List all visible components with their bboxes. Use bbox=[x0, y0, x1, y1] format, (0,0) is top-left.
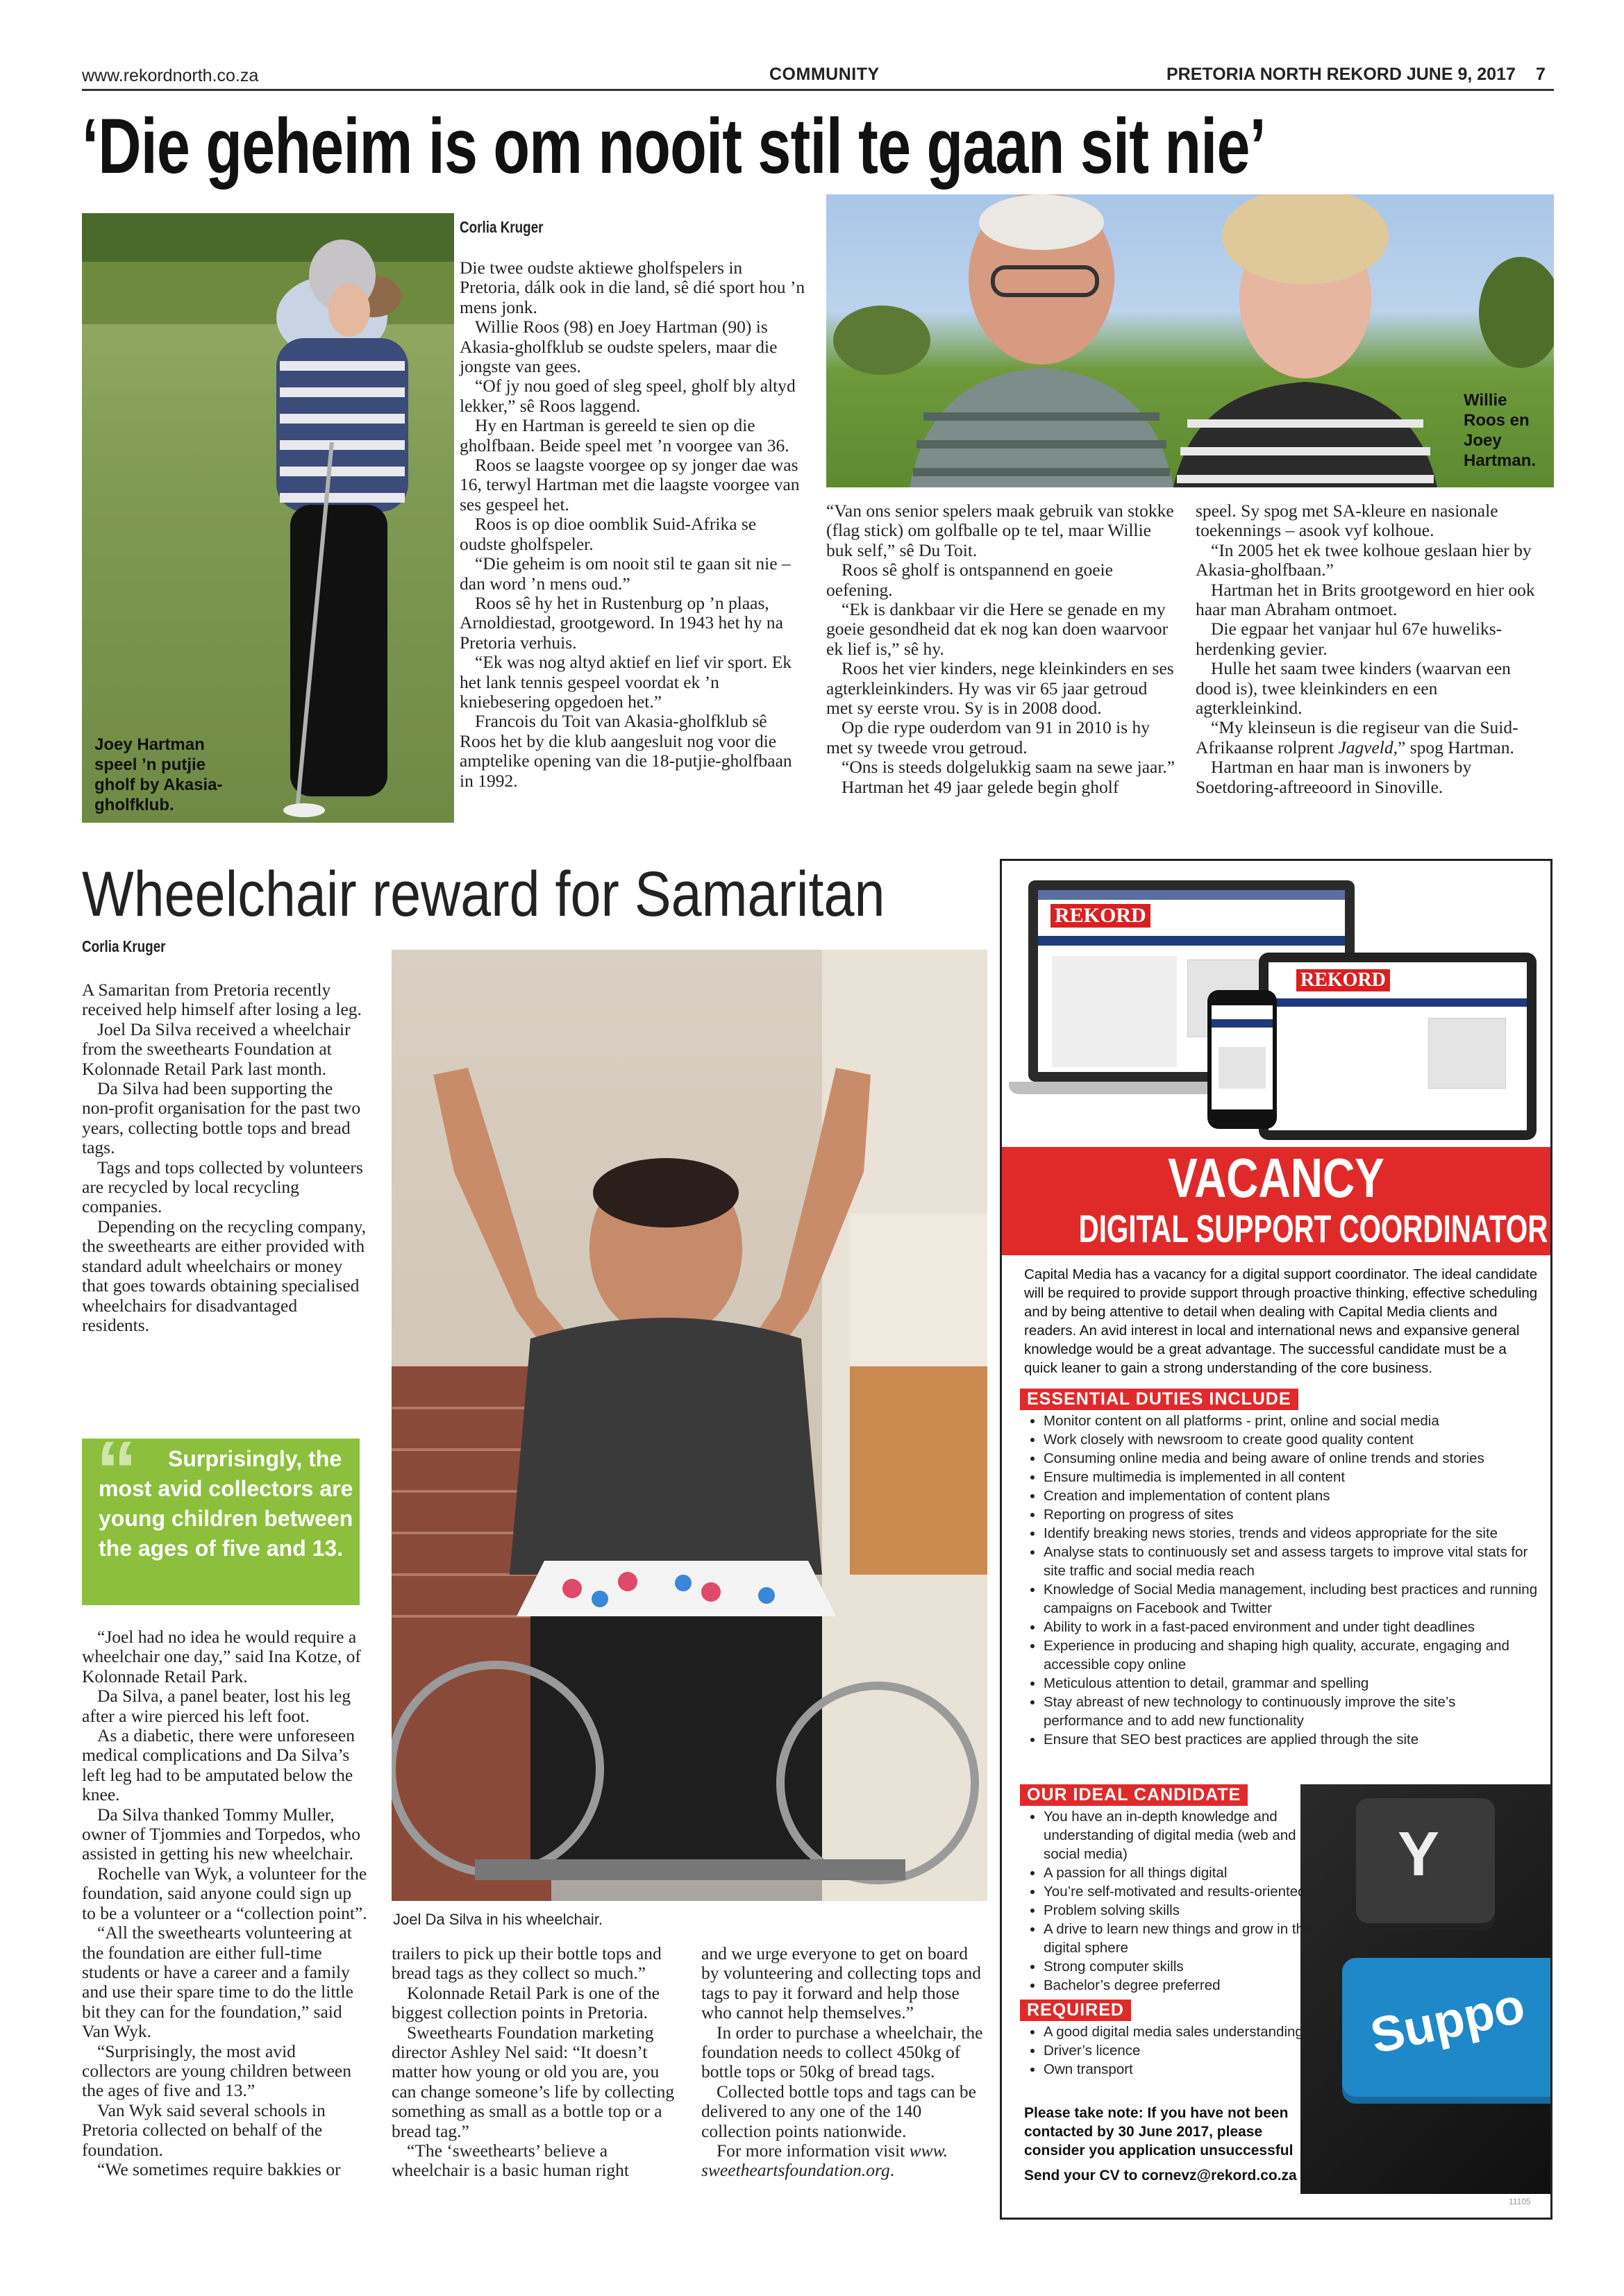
story2-col1-para: As a diabetic, there were unforeseen medical complications and Da Silva’s left leg had to be amputated below the knee. bbox=[82, 1725, 355, 1805]
story1-col3-para bbox=[1196, 718, 1546, 757]
page-number: 7 bbox=[1536, 65, 1546, 84]
phone bbox=[1207, 990, 1277, 1129]
photo-joey-hartman-illustration bbox=[82, 213, 454, 823]
tablet bbox=[1259, 953, 1537, 1140]
story2-col1-para: “All the sweethearts volunteering at the foundation are either full-time students or have a career and a family and use their spare time to do the little bit they can for the foundation,” said Van Wyk. bbox=[82, 1922, 353, 2042]
vacancy-title: VACANCY bbox=[1168, 1147, 1384, 1209]
story2-col1-para: Da Silva had been supporting the non-profit organisation for the past two years, collecting bottle tops and bread tags. bbox=[82, 1078, 361, 1158]
key-support-label: Suppo bbox=[1366, 1977, 1530, 2065]
story1-col1-para: Hy en Hartman is gereeld te sien op die gholfbaan. Beide speel met ’n voorgee van 36. bbox=[460, 415, 789, 455]
duty-item: • Consuming online media and being aware of online trends and stories bbox=[1044, 1449, 1539, 1468]
story1-col3-para: Hartman en haar man is inwoners by Soetdoring-aftreeoord in Sinoville. bbox=[1196, 757, 1472, 797]
story1-col1-para: “Of jy nou goed of sleg speel, gholf bly altyd lekker,” sê Roos laggend. bbox=[460, 376, 796, 416]
duty-item: • Knowledge of Social Media management, including best practices and running campaigns on Facebook and Twitter bbox=[1044, 1580, 1539, 1618]
story1-col2-para: “Ek is dankbaar vir die Here se genade en my goeie gesondheid dat ek nog kan doen waarvoor ek lief is,” sê hy. bbox=[826, 599, 1169, 659]
photo-joey-hartman bbox=[82, 213, 454, 823]
story2-col1-para: Tags and tops collected by volunteers are recycled by local recycling companies. bbox=[82, 1157, 363, 1217]
photo-willie-and-joey-illustration bbox=[826, 194, 1554, 487]
duty-item: • Work closely with newsroom to create good quality content bbox=[1044, 1430, 1539, 1449]
duty-item: • Stay abreast of new technology to continuously improve the site’s performance and to add new functionality bbox=[1044, 1693, 1539, 1730]
story1-col3-quote-start: “My kleinseun is die regiseur van die Suid-Afrikaanse rolprent bbox=[1196, 717, 1518, 757]
story2-col3-para bbox=[701, 2141, 987, 2181]
ideal-list bbox=[1020, 1807, 1319, 1995]
photo-joel-illustration bbox=[392, 950, 987, 1901]
devices-illustration bbox=[1002, 861, 1550, 1146]
photo-joey-caption: Joey Hartman speel ’n putjie gholf by Akasia-gholfklub. bbox=[94, 735, 223, 814]
story2-col1-para: “Surprisingly, the most avid collectors are young children between the ages of five and 13.” bbox=[82, 2041, 352, 2101]
story1-col3-para: speel. Sy spog met SA-kleure en nasionale toekennings – asook vyf kolhoue. bbox=[1196, 501, 1498, 541]
story1-col3-para: Hartman het in Brits grootgeword en hier ook haar man Abraham ontmoet. bbox=[1196, 579, 1535, 620]
required-item: • Driver’s licence bbox=[1044, 2041, 1312, 2060]
info-end: . bbox=[889, 2160, 895, 2181]
ideal-section bbox=[1020, 1784, 1319, 1995]
ideal-item: • You have an in-depth knowledge and understanding of digital media (web and social media) bbox=[1044, 1807, 1319, 1863]
duty-item: • Ability to work in a fast-paced environment and under tight deadlines bbox=[1044, 1618, 1539, 1636]
story2-col2-para: “The ‘sweethearts’ believe a wheelchair is a basic human right bbox=[392, 2140, 630, 2181]
vacancy-ad bbox=[1000, 859, 1552, 2220]
key-y-label: Y bbox=[1398, 1820, 1440, 1889]
photo-willie-and-joey bbox=[826, 194, 1554, 487]
story2-byline: Corlia Kruger bbox=[82, 937, 166, 955]
header-rule bbox=[82, 89, 1554, 91]
story1-col1-para: Willie Roos (98) en Joey Hartman (90) is Akasia-gholfklub se oudste spelers, maar die jongste van gees. bbox=[460, 317, 778, 377]
story1-headline: ‘Die geheim is om nooit stil te gaan sit nie’ bbox=[82, 103, 1266, 190]
duty-item: • Experience in producing and shaping high quality, accurate, engaging and accessible copy online bbox=[1044, 1636, 1539, 1674]
story2-col1-para: A Samaritan from Pretoria recently received help himself after losing a leg. bbox=[82, 980, 362, 1020]
ad-ref-number: 11105 bbox=[1509, 2197, 1531, 2206]
story1-col1-para: Roos is op dioe oomblik Suid-Afrika se oudste gholfspeler. bbox=[460, 514, 757, 554]
duties-section bbox=[1020, 1389, 1539, 1749]
ideal-item: • Bachelor’s degree preferred bbox=[1044, 1976, 1319, 1995]
story2-col3-para: and we urge everyone to get on board by volunteering and collecting tops and tags to pay it forward and help those who cannot help themselves.” bbox=[701, 1943, 981, 2023]
logo-tablet: REKORD bbox=[1296, 969, 1390, 991]
story1-col3-para: Die egpaar het vanjaar hul 67e huweliks-herdenking gevier. bbox=[1196, 619, 1502, 659]
story2-col1-top bbox=[82, 980, 368, 1335]
duty-item: • Ensure multimedia is implemented in all content bbox=[1044, 1468, 1539, 1486]
story1-col2-para: Op die rype ouderdom van 91 in 2010 is hy met sy tweede vrou getroud. bbox=[826, 717, 1150, 757]
required-section bbox=[1020, 2000, 1312, 2079]
duty-item: • Reporting on progress of sites bbox=[1044, 1505, 1539, 1524]
story2-col3 bbox=[701, 1944, 987, 2181]
header-section: COMMUNITY bbox=[769, 65, 880, 84]
story1-col2-para: “Ons is steeds dolgelukkig saam na sewe jaar.” bbox=[842, 757, 1175, 778]
story2-col1-bottom bbox=[82, 1627, 368, 2179]
story1-col3 bbox=[1196, 501, 1546, 797]
story1-col3-quote-end: ” spog Hartman. bbox=[1398, 737, 1514, 757]
required-item: • Own transport bbox=[1044, 2060, 1312, 2079]
story2-col2-para: trailers to pick up their bottle tops and bread tags as they collect so much.” bbox=[392, 1943, 662, 1984]
story2-col1-para: Da Silva thanked Tommy Muller, owner of Tjommies and Torpedos, who assisted in getting his new wheelchair. bbox=[82, 1804, 360, 1864]
story2-col1-para: Da Silva, a panel beater, lost his leg after a wire pierced his left foot. bbox=[82, 1686, 351, 1726]
story2-col3-para: Collected bottle tops and tags can be delivered to any one of the 140 collection points nationwide. bbox=[701, 2081, 976, 2141]
pull-quote-box bbox=[82, 1424, 360, 1605]
duty-item: • Monitor content on all platforms - print, online and social media bbox=[1044, 1411, 1539, 1430]
story2-col2 bbox=[392, 1944, 679, 2181]
send-cv: Send your CV to cornevz@rekord.co.za bbox=[1024, 2168, 1297, 2184]
required-list bbox=[1020, 2022, 1312, 2079]
story2-headline: Wheelchair reward for Samaritan bbox=[82, 859, 885, 930]
header-website: www.rekordnorth.co.za bbox=[82, 66, 259, 85]
story1-col1 bbox=[460, 258, 807, 791]
ideal-item: • You’re self-motivated and results-oriented bbox=[1044, 1882, 1319, 1901]
story1-col1-para: “Ek was nog altyd aktief en lief vir sport. Ek het lank tennis gespeel voordat ek ’n kniebesering opgedoen het.” bbox=[460, 652, 792, 712]
logo-laptop: REKORD bbox=[1050, 904, 1150, 928]
film-title: Jagveld, bbox=[1338, 737, 1398, 757]
website-link[interactable]: www. sweetheartsfoundation.org bbox=[701, 2140, 948, 2181]
photo-joel-caption: Joel Da Silva in his wheelchair. bbox=[393, 1911, 603, 1928]
info-text: For more information visit bbox=[717, 2140, 910, 2161]
story1-col1-para: Francois du Toit van Akasia-gholfklub sê Roos het by die klub aangesluit nog voor die amptelike opening van die 18-putjie-gholfbaan in 1992. bbox=[460, 711, 792, 791]
story2-col1-para: “Joel had no idea he would require a wheelchair one day,” said Ina Kotze, of Kolonnade Retail Park. bbox=[82, 1627, 361, 1686]
story1-col1-para: Die twee oudste aktiewe gholfspelers in Pretoria, dálk ook in die land, sê dié sport hou ’n mens jonk. bbox=[460, 258, 805, 317]
ideal-item: • Problem solving skills bbox=[1044, 1901, 1319, 1920]
required-item: • A good digital media sales understanding bbox=[1044, 2022, 1312, 2041]
ideal-item: • A drive to learn new things and grow in the digital sphere bbox=[1044, 1920, 1319, 1957]
key-y bbox=[1356, 1798, 1495, 1930]
story1-col1-para: “Die geheim is om nooit stil te gaan sit nie – dan word ’n mens oud.” bbox=[460, 553, 791, 594]
story1-col2-para: Roos het vier kinders, nege kleinkinders en ses agterkleinkinders. Hy was vir 65 jaar getroud met sy eerste vrou. Sy is in 2008 dood. bbox=[826, 658, 1174, 719]
story1-col1-para: Roos se laagste voorgee op sy jonger dae was 16, terwyl Hartman met die laagste voorgee van ses gespeel het. bbox=[460, 455, 800, 514]
duty-item: • Ensure that SEO best practices are applied through the site bbox=[1044, 1730, 1539, 1749]
story2-col3-para: In order to purchase a wheelchair, the foundation needs to collect 450kg of bottle tops or 50kg of bread tags. bbox=[701, 2022, 983, 2082]
vacancy-subtitle: DIGITAL SUPPORT COORDINATOR bbox=[1078, 1207, 1548, 1250]
story2-col1-para: Van Wyk said several schools in Pretoria collected on behalf of the foundation. bbox=[82, 2100, 326, 2160]
ideal-heading: OUR IDEAL CANDIDATE bbox=[1020, 1784, 1248, 1806]
duty-item: • Meticulous attention to detail, grammar and spelling bbox=[1044, 1674, 1539, 1693]
duty-item: • Identify breaking news stories, trends and videos appropriate for the site bbox=[1044, 1524, 1539, 1543]
story2-col2-para: Kolonnade Retail Park is one of the biggest collection points in Pretoria. bbox=[392, 1982, 660, 2023]
story1-col2-para: Roos sê gholf is ontspannend en goeie oefening. bbox=[826, 560, 1113, 600]
ideal-item: • Strong computer skills bbox=[1044, 1957, 1319, 1976]
story2-col2-para: Sweethearts Foundation marketing director Ashley Nel said: “It doesn’t matter how young or old you are, you can change someone’s life by collecting something as small as a bottle top or a bread tag.” bbox=[392, 2022, 675, 2141]
quote-mark-icon: “ bbox=[96, 1424, 137, 1517]
duties-list bbox=[1020, 1411, 1539, 1749]
header-publication: PRETORIA NORTH REKORD JUNE 9, 2017 bbox=[1166, 65, 1516, 84]
story1-col3-para: Hulle het saam twee kinders (waarvan een dood is), twee kleinkinders en een agterkleinkind. bbox=[1196, 658, 1511, 719]
duties-heading: ESSENTIAL DUTIES INCLUDE bbox=[1020, 1389, 1298, 1410]
duty-item: • Analyse stats to continuously set and assess targets to improve vital stats for site traffic and social media reach bbox=[1044, 1543, 1539, 1580]
story2-col1-para: Depending on the recycling company, the sweethearts are either provided with standard adult wheelchairs or money that goes towards obtaining specialised wheelchairs for disadvantaged residents. bbox=[82, 1216, 367, 1335]
story1-col2 bbox=[826, 501, 1177, 797]
story2-col1-para: Rochelle van Wyk, a volunteer for the foundation, said anyone could sign up to be a volunteer or a “collection point”. bbox=[82, 1863, 367, 1923]
ideal-item: • A passion for all things digital bbox=[1044, 1863, 1319, 1882]
story1-col2-para: Hartman het 49 jaar gelede begin gholf bbox=[842, 776, 1119, 797]
key-support bbox=[1342, 1958, 1552, 2104]
story1-col2-para: “Van ons senior spelers maak gebruik van stokke (flag stick) om golfballe op te tel, maar Willie buk self,” sê Du Toit. bbox=[826, 501, 1174, 560]
story1-col1-para: Roos sê hy het in Rustenburg op ’n plaas, Arnoldiestad, grootgeword. In 1943 het hy na Pretoria verhuis. bbox=[460, 592, 783, 653]
photo-willie-caption: Willie Roos en Joey Hartman. bbox=[1464, 391, 1537, 470]
story1-col3-para: “In 2005 het ek twee kolhoue geslaan hier by Akasia-gholfbaan.” bbox=[1196, 539, 1532, 580]
required-heading: REQUIRED bbox=[1020, 2000, 1131, 2021]
story1-byline: Corlia Kruger bbox=[460, 218, 544, 236]
vacancy-banner bbox=[1002, 1147, 1550, 1255]
story2-col1-para: Joel Da Silva received a wheelchair from the sweethearts Foundation at Kolonnade Retail Park last month. bbox=[82, 1019, 351, 1079]
keyboard-image bbox=[1300, 1784, 1550, 2194]
story2-col1-para: “We sometimes require bakkies or bbox=[97, 2159, 341, 2179]
photo-joel-da-silva bbox=[392, 950, 987, 1901]
duty-item: • Creation and implementation of content plans bbox=[1044, 1486, 1539, 1505]
vacancy-intro: Capital Media has a vacancy for a digital support coordinator. The ideal candidate will be required to provide support through proactive thinking, effective scheduling and by being attentive to detail when dealing with Capital Media clients and readers. An avid interest in local and international news and expansive general knowledge would be a great advantage. The successful candidate must be a quick leaner to gain a strong understanding of the core business. bbox=[1024, 1266, 1538, 1376]
application-note: Please take note: If you have not been contacted by 30 June 2017, please consider you application unsuccessful bbox=[1024, 2105, 1294, 2159]
pull-quote-text: Surprisingly, the most avid collectors are young children between the ages of five and 13. bbox=[99, 1446, 353, 1561]
